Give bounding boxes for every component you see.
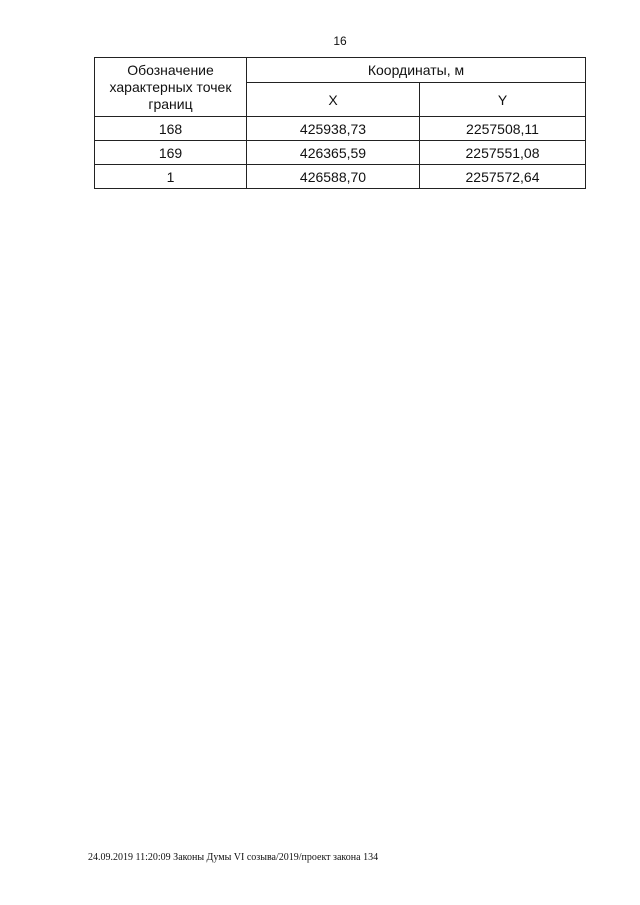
cell-y: 2257551,08 bbox=[420, 141, 586, 165]
table-row bbox=[95, 165, 586, 189]
cell-x: 425938,73 bbox=[247, 117, 420, 141]
header-x: X bbox=[247, 83, 420, 117]
page-number: 16 bbox=[333, 34, 347, 48]
cell-point: 169 bbox=[95, 141, 247, 165]
cell-x: 426365,59 bbox=[247, 141, 420, 165]
coordinates-table bbox=[94, 57, 586, 189]
table-row bbox=[95, 141, 586, 165]
header-coordinates-group: Координаты, м bbox=[247, 58, 586, 83]
cell-y: 2257508,11 bbox=[420, 117, 586, 141]
cell-point: 1 bbox=[95, 165, 247, 189]
header-y: Y bbox=[420, 83, 586, 117]
header-designation: Обозначение характерных точек границ bbox=[95, 58, 247, 117]
table-header-row bbox=[95, 58, 586, 83]
cell-point: 168 bbox=[95, 117, 247, 141]
cell-x: 426588,70 bbox=[247, 165, 420, 189]
document-footer: 24.09.2019 11:20:09 Законы Думы VI созыва/2019/проект закона 134 bbox=[88, 852, 379, 863]
table-row bbox=[95, 117, 586, 141]
cell-y: 2257572,64 bbox=[420, 165, 586, 189]
